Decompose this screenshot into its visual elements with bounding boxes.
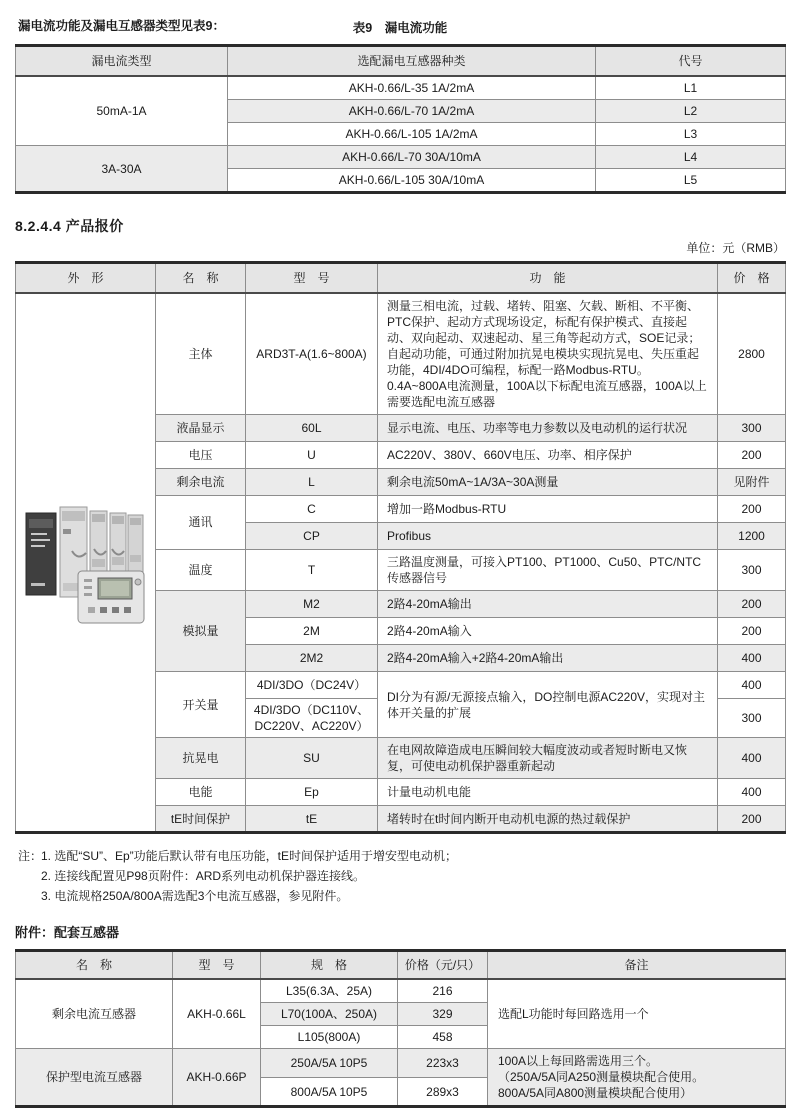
price-cell: 300 [718, 549, 786, 590]
col-header-function: 功 能 [378, 263, 718, 293]
note-item: 2. 连接线配置见P98页附件：ARD系列电动机保护器连接线。 [41, 869, 366, 884]
name-cell: 主体 [156, 293, 246, 415]
spec-cell: 800A/5A 10P5 [261, 1078, 398, 1107]
model-cell: tE [246, 806, 378, 833]
table-row [16, 979, 786, 1003]
notes [15, 846, 785, 906]
price-cell: 329 [398, 1003, 488, 1026]
col-header-model: 型 号 [246, 263, 378, 293]
function-cell: 测量三相电流，过载、堵转、阻塞、欠载、断相、不平衡、PTC保护、起动方式现场设定，标配有保护模式、直接起动、双向起动、双速起动、星三角等起动方式，SOE记录；自起动功能，可通过附加抗晃电模块实现抗晃电、失压重起功能，4DI/4DO可编程，标配一路Modbus-RTU。0.4A~800A电流测量，100A以下标配电流互感器，100A以上需要选配电流互感器 [378, 293, 718, 415]
model-cell: CP [246, 522, 378, 549]
price-cell: 200 [718, 441, 786, 468]
price-cell: 400 [718, 671, 786, 698]
code-cell: L2 [596, 99, 786, 122]
function-cell: Profibus [378, 522, 718, 549]
remark-cell [488, 1049, 786, 1107]
ct-kind-cell: AKH-0.66/L-105 1A/2mA [228, 122, 596, 145]
col-header-name: 名 称 [156, 263, 246, 293]
price-cell: 400 [718, 644, 786, 671]
table-row [16, 146, 786, 169]
notes-label: 注： [18, 849, 43, 864]
price-cell: 300 [718, 414, 786, 441]
ct-kind-cell: AKH-0.66/L-70 1A/2mA [228, 99, 596, 122]
model-cell: AKH-0.66L [173, 979, 261, 1049]
function-cell: 计量电动机电能 [378, 779, 718, 806]
spec-cell: L70(100A、250A) [261, 1003, 398, 1026]
model-cell: U [246, 441, 378, 468]
price-cell: 223x3 [398, 1049, 488, 1078]
accessory-header-row [16, 951, 786, 979]
remark-line: 100A以上每回路需选用三个。 [498, 1054, 659, 1069]
table-row [16, 293, 786, 415]
model-cell: 2M [246, 617, 378, 644]
col-header-ct-kind: 选配漏电互感器种类 [228, 46, 596, 76]
model-cell: T [246, 549, 378, 590]
col-header-remark: 备注 [488, 951, 786, 979]
unit-label: 单位：元（RMB） [686, 241, 785, 256]
model-cell: 2M2 [246, 644, 378, 671]
col-header-spec: 规 格 [261, 951, 398, 979]
col-header-name: 名 称 [16, 951, 173, 979]
model-cell: SU [246, 738, 378, 779]
price-cell: 289x3 [398, 1078, 488, 1107]
leakage-header-row [16, 46, 786, 76]
leakage-type-cell: 50mA-1A [16, 76, 228, 146]
ct-kind-cell: AKH-0.66/L-35 1A/2mA [228, 76, 596, 100]
function-cell: 显示电流、电压、功率等电力参数以及电动机的运行状况 [378, 414, 718, 441]
ct-kind-cell: AKH-0.66/L-70 30A/10mA [228, 146, 596, 169]
model-cell: 4DI/3DO（DC110V、DC220V、AC220V） [246, 698, 378, 737]
section-title: 8.2.4.4 产品报价 [15, 218, 124, 235]
leakage-type-cell: 3A-30A [16, 146, 228, 193]
model-cell: C [246, 495, 378, 522]
function-cell: DI分为有源/无源接点输入，DO控制电源AC220V，实现对主体开关量的扩展 [378, 671, 718, 737]
product-photo [20, 499, 152, 627]
accessory-table [15, 949, 786, 1108]
name-cell: 剩余电流互感器 [16, 979, 173, 1049]
name-cell: 保护型电流互感器 [16, 1049, 173, 1107]
function-cell: 增加一路Modbus-RTU [378, 495, 718, 522]
price-cell: 300 [718, 698, 786, 737]
model-cell: Ep [246, 779, 378, 806]
spec-cell: L35(6.3A、25A) [261, 979, 398, 1003]
intro-text: 漏电流功能及漏电互感器类型见表9： [18, 19, 225, 33]
code-cell: L5 [596, 169, 786, 193]
name-cell: 电压 [156, 441, 246, 468]
col-header-leakage-type: 漏电流类型 [16, 46, 228, 76]
price-cell: 200 [718, 806, 786, 833]
table-row [16, 1049, 786, 1078]
price-cell: 216 [398, 979, 488, 1003]
function-cell: 剩余电流50mA~1A/3A~30A测量 [378, 468, 718, 495]
price-cell: 200 [718, 590, 786, 617]
price-header-row [16, 263, 786, 293]
code-cell: L4 [596, 146, 786, 169]
name-cell: 开关量 [156, 671, 246, 737]
col-header-model: 型 号 [173, 951, 261, 979]
price-cell: 见附件 [718, 468, 786, 495]
name-cell: 抗晃电 [156, 738, 246, 779]
intro-line [15, 16, 785, 34]
name-cell: 通讯 [156, 495, 246, 549]
code-cell: L3 [596, 122, 786, 145]
price-cell: 200 [718, 617, 786, 644]
function-cell: 2路4-20mA输入 [378, 617, 718, 644]
function-cell: 2路4-20mA输出 [378, 590, 718, 617]
function-cell: 在电网故障造成电压瞬间较大幅度波动或者短时断电又恢复，可使电动机保护器重新起动 [378, 738, 718, 779]
price-cell: 400 [718, 738, 786, 779]
name-cell: 液晶显示 [156, 414, 246, 441]
name-cell: 剩余电流 [156, 468, 246, 495]
remark-line: （250A/5A同A250测量模块配合使用。 [498, 1070, 705, 1085]
model-cell: AKH-0.66P [173, 1049, 261, 1107]
ct-kind-cell: AKH-0.66/L-105 30A/10mA [228, 169, 596, 193]
function-cell: 2路4-20mA输入+2路4-20mA输出 [378, 644, 718, 671]
col-header-shape: 外 形 [16, 263, 156, 293]
function-cell: 堵转时在t时间内断开电动机电源的热过载保护 [378, 806, 718, 833]
model-cell: ARD3T-A(1.6~800A) [246, 293, 378, 415]
col-header-price: 价 格 [718, 263, 786, 293]
note-item: 3. 电流规格250A/800A需选配3个电流互感器，参见附件。 [41, 889, 349, 904]
name-cell: 温度 [156, 549, 246, 590]
table-row [16, 76, 786, 100]
price-cell: 458 [398, 1026, 488, 1049]
function-cell: AC220V、380V、660V电压、功率、相序保护 [378, 441, 718, 468]
col-header-code: 代号 [596, 46, 786, 76]
model-cell: M2 [246, 590, 378, 617]
code-cell: L1 [596, 76, 786, 100]
notes-list [41, 846, 457, 906]
remark-line: 800A/5A同A800测量模块配合使用） [498, 1086, 693, 1101]
price-cell: 1200 [718, 522, 786, 549]
appendix-title: 附件：配套互感器 [15, 925, 120, 941]
price-table [15, 261, 786, 834]
table9-title: 表9 漏电流功能 [352, 21, 448, 35]
model-cell: 60L [246, 414, 378, 441]
price-cell: 400 [718, 779, 786, 806]
note-item: 1. 选配“SU”、Ep”功能后默认带有电压功能，tE时间保护适用于增安型电动机； [41, 849, 458, 864]
model-cell: 4DI/3DO（DC24V） [246, 671, 378, 698]
name-cell: 电能 [156, 779, 246, 806]
remark-cell: 选配L功能时每回路选用一个 [488, 979, 786, 1049]
name-cell: tE时间保护 [156, 806, 246, 833]
spec-cell: L105(800A) [261, 1026, 398, 1049]
col-header-unit-price: 价格（元/只） [398, 951, 488, 979]
function-cell: 三路温度测量，可接入PT100、PT1000、Cu50、PTC/NTC传感器信号 [378, 549, 718, 590]
price-cell: 200 [718, 495, 786, 522]
price-cell: 2800 [718, 293, 786, 415]
product-shape-cell [16, 293, 156, 833]
model-cell: L [246, 468, 378, 495]
spec-cell: 250A/5A 10P5 [261, 1049, 398, 1078]
leakage-table [15, 44, 786, 194]
name-cell: 模拟量 [156, 590, 246, 671]
